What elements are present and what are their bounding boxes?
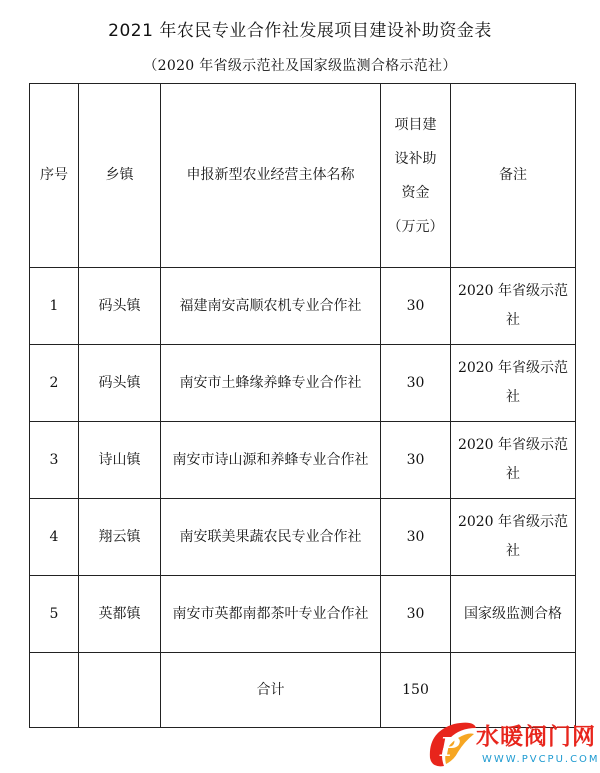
- row-remark: 国家级监测合格: [451, 576, 576, 653]
- document-title: 2021 年农民专业合作社发展项目建设补助资金表: [108, 21, 492, 41]
- header-remark: 备注: [451, 84, 576, 268]
- watermark-logo-icon: [424, 718, 478, 770]
- total-town-empty: [79, 653, 161, 728]
- header-funding-line1: 项目建: [394, 116, 437, 133]
- row-entity: 南安市诗山源和养蜂专业合作社: [161, 422, 381, 499]
- row-remark: 2020 年省级示范社: [451, 499, 576, 576]
- watermark-text: 水暖阀门网: [476, 724, 596, 750]
- row-entity: 南安市英都南都茶叶专业合作社: [161, 576, 381, 653]
- row-entity: 福建南安高顺农机专业合作社: [161, 268, 381, 345]
- total-label: 合计: [161, 653, 381, 728]
- row-remark: 2020 年省级示范社: [451, 345, 576, 422]
- table-row: [30, 499, 576, 576]
- table-row: [30, 576, 576, 653]
- row-amount: 30: [381, 499, 451, 576]
- header-funding-line2: 设补助: [394, 150, 437, 167]
- header-entity: 申报新型农业经营主体名称: [161, 84, 381, 268]
- row-town: 翔云镇: [79, 499, 161, 576]
- row-amount: 30: [381, 345, 451, 422]
- header-index: 序号: [30, 84, 79, 268]
- row-amount: 30: [381, 576, 451, 653]
- row-town: 码头镇: [79, 268, 161, 345]
- row-index: 2: [30, 345, 79, 422]
- row-index: 1: [30, 268, 79, 345]
- document-subtitle: （2020 年省级示范社及国家级监测合格示范社）: [143, 58, 457, 74]
- row-entity: 南安市土蜂缘养蜂专业合作社: [161, 345, 381, 422]
- total-amount: 150: [381, 653, 451, 728]
- row-town: 英都镇: [79, 576, 161, 653]
- table-row: [30, 268, 576, 345]
- row-town: 码头镇: [79, 345, 161, 422]
- row-entity: 南安联美果蔬农民专业合作社: [161, 499, 381, 576]
- row-remark: 2020 年省级示范社: [451, 422, 576, 499]
- table-row: [30, 345, 576, 422]
- row-index: 3: [30, 422, 79, 499]
- row-index: 4: [30, 499, 79, 576]
- row-town: 诗山镇: [79, 422, 161, 499]
- funding-table: [29, 83, 576, 728]
- table-header-row: [30, 84, 576, 268]
- site-watermark: [420, 716, 600, 773]
- header-funding: [381, 84, 451, 268]
- row-amount: 30: [381, 268, 451, 345]
- header-funding-line4: （万元）: [387, 218, 444, 235]
- watermark-url: WWW.PVCPU.COM: [482, 754, 600, 765]
- row-remark: 2020 年省级示范社: [451, 268, 576, 345]
- row-index: 5: [30, 576, 79, 653]
- header-funding-line3: 资金: [401, 184, 430, 201]
- total-index-empty: [30, 653, 79, 728]
- header-town: 乡镇: [79, 84, 161, 268]
- table-row: [30, 422, 576, 499]
- watermark-logo-letter: P: [440, 733, 460, 763]
- row-amount: 30: [381, 422, 451, 499]
